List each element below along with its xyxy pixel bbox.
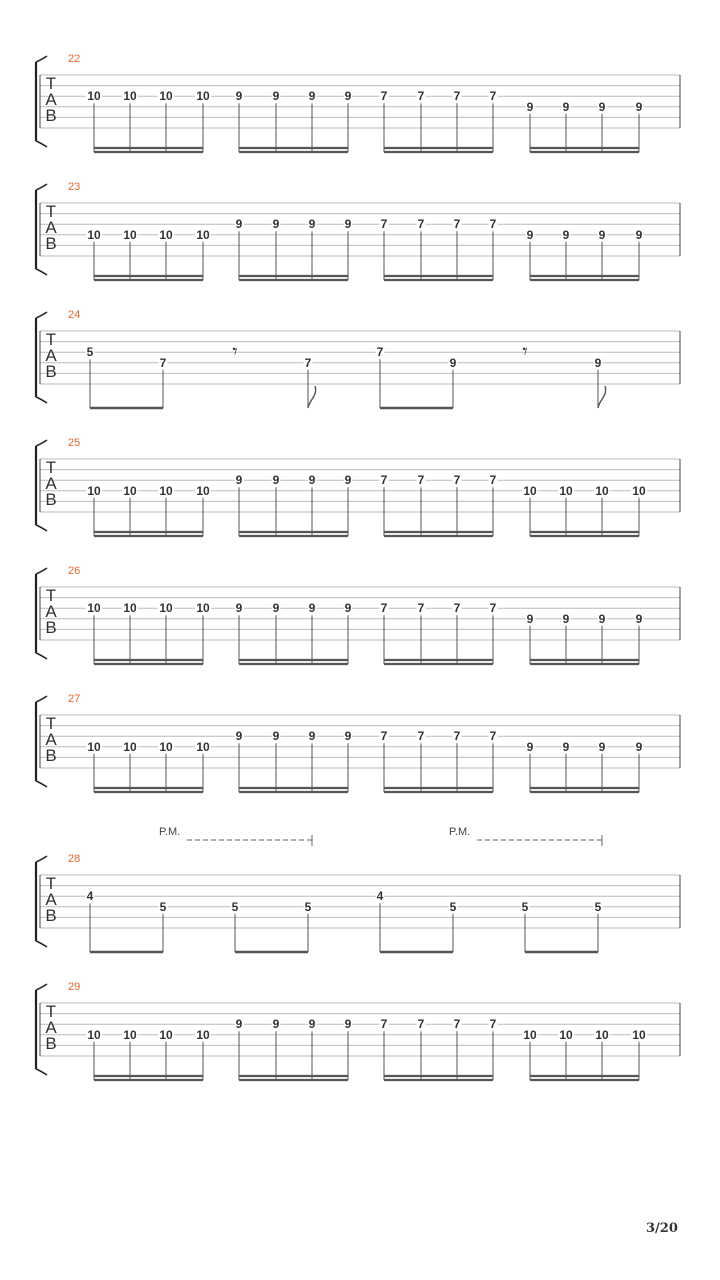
tab-clef-letter: T	[45, 74, 57, 93]
tab-clef-letter: A	[45, 730, 57, 749]
fret-number: 5	[449, 899, 457, 914]
fret-number: 9	[272, 1017, 280, 1032]
fret-number: 7	[453, 217, 461, 232]
tab-clef-letter: B	[45, 906, 57, 925]
fret-number: 9	[635, 99, 643, 114]
fret-number: 9	[344, 473, 352, 488]
fret-number: 7	[380, 1017, 388, 1032]
tab-clef-letter: T	[45, 874, 57, 893]
palm-mute-label: P.M.	[449, 826, 471, 838]
tab-clef-letter: A	[45, 346, 57, 365]
fret-number: 9	[308, 217, 316, 232]
fret-number: 9	[235, 729, 243, 744]
bracket-bottom-hook	[36, 653, 47, 659]
fret-number: 9	[272, 89, 280, 104]
tab-clef-letter: B	[45, 618, 57, 637]
bar-number: 28	[68, 853, 81, 865]
bracket-top-hook	[36, 696, 47, 702]
fret-number: 9	[308, 601, 316, 616]
bracket-bottom-hook	[36, 141, 47, 147]
fret-number: 7	[376, 345, 384, 360]
fret-number: 9	[344, 217, 352, 232]
bar-number: 29	[68, 981, 81, 993]
fret-number: 7	[380, 729, 388, 744]
fret-number: 7	[380, 89, 388, 104]
bar-number: 27	[68, 693, 81, 705]
note-flag	[308, 386, 316, 408]
fret-number: 10	[196, 739, 210, 754]
eighth-rest: 𝄾	[522, 339, 528, 363]
bracket-top-hook	[36, 984, 47, 990]
fret-number: 9	[308, 89, 316, 104]
fret-number: 7	[417, 729, 425, 744]
fret-number: 10	[87, 1027, 101, 1042]
fret-number: 9	[308, 729, 316, 744]
fret-number: 10	[87, 739, 101, 754]
fret-number: 7	[489, 217, 497, 232]
fret-number: 9	[598, 739, 606, 754]
fret-number: 9	[235, 89, 243, 104]
fret-number: 7	[159, 355, 167, 370]
fret-number: 10	[159, 483, 173, 498]
fret-number: 10	[632, 483, 646, 498]
fret-number: 9	[235, 217, 243, 232]
fret-number: 7	[417, 601, 425, 616]
fret-number: 9	[344, 729, 352, 744]
fret-number: 10	[159, 739, 173, 754]
fret-number: 9	[235, 1017, 243, 1032]
fret-number: 7	[380, 473, 388, 488]
bracket-bottom-hook	[36, 1069, 47, 1075]
fret-number: 5	[86, 345, 94, 360]
fret-number: 7	[489, 89, 497, 104]
fret-number: 10	[196, 227, 210, 242]
fret-number: 9	[272, 729, 280, 744]
bracket-top-hook	[36, 856, 47, 862]
fret-number: 7	[453, 473, 461, 488]
fret-number: 9	[235, 473, 243, 488]
page-number: 3/20	[646, 1221, 678, 1236]
bracket-bottom-hook	[36, 397, 47, 403]
fret-number: 9	[635, 611, 643, 626]
fret-number: 5	[521, 899, 529, 914]
fret-number: 10	[123, 89, 137, 104]
fret-number: 9	[308, 473, 316, 488]
fret-number: 9	[562, 611, 570, 626]
bracket-bottom-hook	[36, 941, 47, 947]
fret-number: 7	[489, 601, 497, 616]
fret-number: 10	[559, 1027, 573, 1042]
tab-clef-letter: T	[45, 458, 57, 477]
fret-number: 9	[562, 99, 570, 114]
fret-number: 10	[123, 227, 137, 242]
fret-number: 10	[159, 601, 173, 616]
fret-number: 10	[196, 601, 210, 616]
tab-clef-letter: A	[45, 218, 57, 237]
fret-number: 9	[272, 217, 280, 232]
tab-clef-letter: B	[45, 1034, 57, 1053]
bracket-top-hook	[36, 568, 47, 574]
tab-clef-letter: A	[45, 602, 57, 621]
fret-number: 7	[453, 1017, 461, 1032]
fret-number: 9	[235, 601, 243, 616]
fret-number: 10	[87, 483, 101, 498]
tab-clef-letter: T	[45, 202, 57, 221]
bar-number: 25	[68, 437, 81, 449]
fret-number: 7	[453, 89, 461, 104]
fret-number: 7	[453, 729, 461, 744]
fret-number: 10	[87, 89, 101, 104]
fret-number: 5	[594, 899, 602, 914]
bracket-bottom-hook	[36, 525, 47, 531]
tab-clef-letter: B	[45, 106, 57, 125]
fret-number: 7	[417, 1017, 425, 1032]
tab-clef-letter: T	[45, 586, 57, 605]
fret-number: 9	[526, 611, 534, 626]
fret-number: 10	[123, 739, 137, 754]
fret-number: 5	[231, 899, 239, 914]
fret-number: 7	[304, 355, 312, 370]
tab-clef-letter: B	[45, 362, 57, 381]
fret-number: 10	[559, 483, 573, 498]
fret-number: 10	[87, 227, 101, 242]
fret-number: 10	[632, 1027, 646, 1042]
fret-number: 10	[595, 483, 609, 498]
fret-number: 9	[272, 601, 280, 616]
fret-number: 10	[123, 601, 137, 616]
tab-clef-letter: T	[45, 330, 57, 349]
bar-number: 24	[68, 309, 81, 321]
fret-number: 7	[380, 217, 388, 232]
bracket-top-hook	[36, 312, 47, 318]
note-flag	[598, 386, 606, 408]
fret-number: 9	[598, 99, 606, 114]
fret-number: 5	[159, 899, 167, 914]
tab-clef-letter: T	[45, 1002, 57, 1021]
bar-number: 26	[68, 565, 81, 577]
fret-number: 9	[526, 227, 534, 242]
tab-clef-letter: B	[45, 234, 57, 253]
fret-number: 7	[453, 601, 461, 616]
fret-number: 9	[308, 1017, 316, 1032]
fret-number: 9	[635, 739, 643, 754]
tab-clef-letter: T	[45, 714, 57, 733]
fret-number: 9	[562, 227, 570, 242]
fret-number: 7	[489, 473, 497, 488]
fret-number: 10	[159, 89, 173, 104]
fret-number: 10	[159, 227, 173, 242]
fret-number: 9	[526, 739, 534, 754]
fret-number: 9	[449, 355, 457, 370]
fret-number: 9	[598, 611, 606, 626]
bar-number: 23	[68, 181, 81, 193]
fret-number: 9	[272, 473, 280, 488]
tab-clef-letter: B	[45, 490, 57, 509]
fret-number: 9	[344, 89, 352, 104]
eighth-rest: 𝄾	[232, 339, 238, 363]
fret-number: 9	[344, 1017, 352, 1032]
fret-number: 7	[417, 473, 425, 488]
fret-number: 10	[196, 1027, 210, 1042]
fret-number: 10	[196, 483, 210, 498]
fret-number: 9	[635, 227, 643, 242]
bracket-bottom-hook	[36, 781, 47, 787]
fret-number: 10	[595, 1027, 609, 1042]
fret-number: 10	[523, 1027, 537, 1042]
fret-number: 9	[598, 227, 606, 242]
fret-number: 10	[523, 483, 537, 498]
fret-number: 10	[123, 483, 137, 498]
fret-number: 7	[489, 729, 497, 744]
fret-number: 7	[417, 217, 425, 232]
palm-mute-label: P.M.	[159, 826, 181, 838]
fret-number: 4	[86, 889, 94, 904]
bracket-top-hook	[36, 440, 47, 446]
fret-number: 10	[159, 1027, 173, 1042]
tab-clef-letter: A	[45, 474, 57, 493]
fret-number: 10	[196, 89, 210, 104]
fret-number: 5	[304, 899, 312, 914]
tab-clef-letter: A	[45, 890, 57, 909]
tab-clef-letter: A	[45, 90, 57, 109]
fret-number: 4	[376, 889, 384, 904]
tab-clef-letter: A	[45, 1018, 57, 1037]
fret-number: 7	[417, 89, 425, 104]
fret-number: 9	[526, 99, 534, 114]
fret-number: 9	[562, 739, 570, 754]
bracket-bottom-hook	[36, 269, 47, 275]
fret-number: 9	[594, 355, 602, 370]
tab-clef-letter: B	[45, 746, 57, 765]
fret-number: 10	[87, 601, 101, 616]
bracket-top-hook	[36, 56, 47, 62]
fret-number: 10	[123, 1027, 137, 1042]
bar-number: 22	[68, 53, 81, 65]
fret-number: 7	[380, 601, 388, 616]
fret-number: 7	[489, 1017, 497, 1032]
bracket-top-hook	[36, 184, 47, 190]
fret-number: 9	[344, 601, 352, 616]
